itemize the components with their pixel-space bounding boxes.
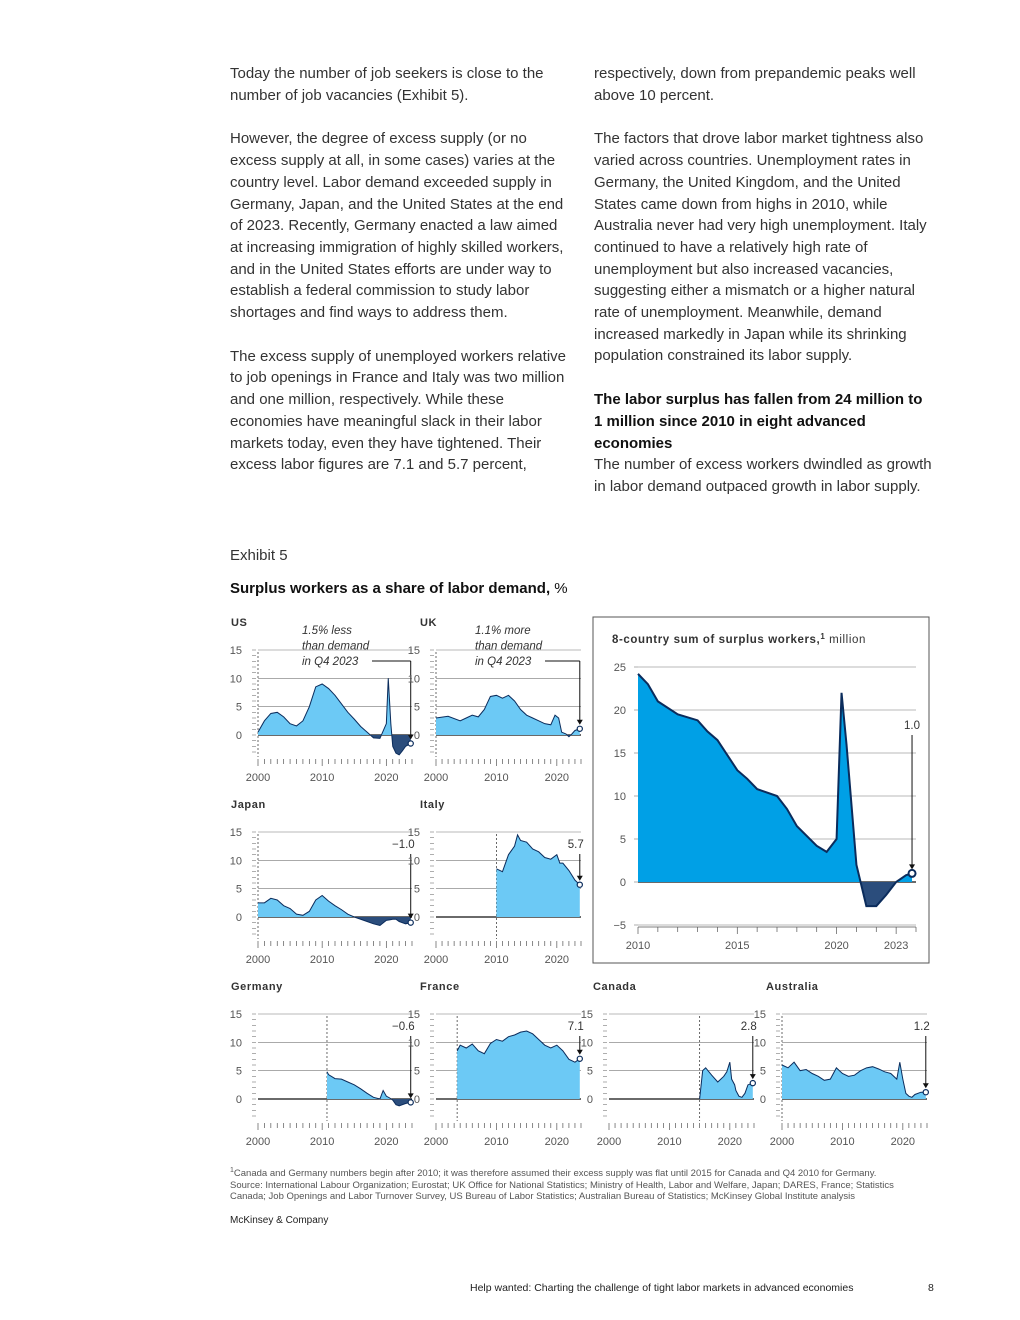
source-note: Source: International Labour Organization; Eurostat; UK Office for National Statistics; Ministry of Health, Labor and Welfare, Japan; DARES, France; Statistics Canada; Job Openings and Labor Turnover Survey, US Bureau of Labor Statistics; Australian Bureau of Statistics; McKinsey Global Institute analysis (230, 1179, 894, 1203)
x-tick-label: 2020 (544, 954, 570, 966)
y-tick-label: 15 (613, 748, 626, 760)
callout-arrow (750, 1074, 756, 1079)
y-tick-label: 5 (759, 1065, 766, 1078)
x-tick-label: 2010 (309, 954, 335, 966)
area-negative (638, 882, 912, 906)
body-paragraph: Today the number of job seekers is close to the number of job vacancies (Exhibit 5). (230, 65, 544, 104)
y-tick-label: 0 (413, 912, 420, 924)
section-heading: The labor surplus has fallen from 24 million to 1 million since 2010 in eight advanced economies (594, 391, 923, 452)
y-tick-label: 0 (413, 1094, 420, 1106)
y-tick-label: 15 (753, 1009, 766, 1021)
x-tick-label: 2010 (484, 954, 509, 966)
x-tick-label: 2000 (423, 954, 449, 966)
x-tick-label: 2000 (245, 954, 271, 966)
y-tick-label: 10 (229, 673, 242, 686)
x-tick-label: 2010 (484, 1136, 509, 1148)
panel-title-italy: Italy (420, 799, 446, 811)
panel-title-8-country-sum-of-surplus-workers: 8-country sum of surplus workers,$^1$ million (612, 631, 866, 646)
body-paragraph: The number of excess workers dwindled as growth in labor demand outpaced growth in labor supply. (594, 456, 932, 495)
x-tick-label: 2000 (245, 1136, 271, 1148)
y-tick-label: 10 (407, 1037, 420, 1050)
body-paragraph: The factors that drove labor market tightness also varied across countries. Unemployment rates in Germany, the United Kingdom, and the United States came down from highs in 2010, while Australia never had very high unemployment. Italy continued to have a relatively high rate of unemployment but also increased vacancies, suggesting either a mismatch or a higher natural rate of unemployment. Meanwhile, demand increased markedly in Japan while its shrinking population constrained its labor supply. (594, 130, 927, 365)
callout-arrow (408, 1093, 414, 1098)
end-value-label: 7.1 (567, 1021, 584, 1033)
x-tick-label: 2010 (625, 940, 651, 952)
x-tick-label: 2000 (423, 772, 449, 784)
y-tick-label: 20 (613, 705, 626, 717)
y-tick-label: 10 (580, 1037, 593, 1050)
end-value-label: −0.6 (392, 1021, 415, 1033)
y-tick-label: 10 (407, 855, 420, 868)
body-paragraph: The excess supply of unemployed workers relative to job openings in France and Italy was two million and one million, respectively. While these economies have meaningful slack in their labor markets today, even they have tightened. Their excess labor figures are 7.1 and 5.7 percent, (230, 347, 566, 474)
area-negative (327, 1099, 411, 1106)
y-tick-label: 0 (235, 912, 242, 924)
panel-title-australia: Australia (766, 981, 819, 993)
chart-title-bold: Surplus workers as a share of labor demand, (230, 580, 551, 597)
y-tick-label: 15 (229, 827, 242, 839)
footnote-marker: 1 (230, 1167, 234, 1174)
body-paragraph: respectively, down from prepandemic peaks well above 10 percent. (594, 65, 916, 104)
x-tick-label: 2010 (309, 1136, 335, 1148)
panel-title-canada: Canada (593, 981, 637, 993)
end-value-label: −1.0 (392, 839, 415, 851)
x-tick-label: 2010 (830, 1136, 855, 1148)
y-tick-label: 10 (613, 791, 626, 803)
y-tick-label: −5 (613, 920, 626, 932)
y-tick-label: 15 (229, 1009, 242, 1021)
area-positive (457, 1031, 580, 1099)
x-tick-label: 2010 (657, 1136, 682, 1148)
area-positive (782, 1062, 926, 1099)
area-positive (638, 674, 912, 882)
y-tick-label: 15 (229, 645, 242, 657)
y-tick-label: 5 (413, 883, 420, 896)
footnote (230, 1165, 920, 1203)
page-number: 8 (928, 1282, 934, 1294)
y-tick-label: 5 (235, 883, 242, 896)
callout-arrow (577, 1050, 583, 1055)
y-tick-label: 5 (413, 701, 420, 714)
y-tick-label: 0 (759, 1094, 766, 1106)
y-tick-label: 5 (619, 834, 626, 846)
area-negative (258, 917, 411, 926)
area-positive (258, 895, 411, 917)
x-tick-label: 2010 (309, 772, 335, 784)
y-tick-label: 10 (229, 855, 242, 868)
x-tick-label: 2020 (824, 940, 849, 952)
y-tick-label: 5 (235, 701, 242, 714)
y-tick-label: 0 (619, 877, 626, 889)
end-point-marker (577, 1056, 582, 1061)
x-tick-label: 2020 (374, 1136, 399, 1148)
x-tick-label: 2000 (596, 1136, 622, 1148)
end-point-marker (577, 882, 582, 887)
y-tick-label: 5 (235, 1065, 242, 1078)
y-tick-label: 0 (235, 730, 242, 742)
y-tick-label: 0 (413, 730, 420, 742)
x-tick-label: 2020 (374, 954, 399, 966)
end-point-marker (408, 920, 413, 925)
callout-annotation: in Q4 2023 (475, 656, 532, 668)
callout-arrow (577, 720, 583, 725)
end-point-marker (923, 1090, 928, 1095)
callout-annotation: 1.1% more (475, 625, 531, 637)
callout-arrow (909, 864, 915, 869)
y-tick-label: 10 (229, 1037, 242, 1050)
exhibit-label: Exhibit 5 (230, 547, 288, 564)
panel-title-uk: UK (420, 617, 438, 629)
callout-arrow (577, 876, 583, 881)
body-paragraph: However, the degree of excess supply (or no excess supply at all, in some cases) varies at the country level. Labor demand exceeded supply in Germany, Japan, and the United States at the end of 2023. Recently, Germany enacted a law aimed at increasing immigration of highly skilled workers, and in the United States efforts are under way to establish a federal commission to study labor shortages and find ways to address them. (230, 130, 564, 322)
end-point-marker (408, 1100, 413, 1105)
callout-arrow (923, 1083, 929, 1088)
x-tick-label: 2000 (423, 1136, 449, 1148)
chart-title-unit: % (550, 580, 568, 597)
y-tick-label: 5 (413, 1065, 420, 1078)
y-tick-label: 15 (407, 827, 420, 839)
title-superscript: 1 (820, 631, 826, 641)
callout-annotation: in Q4 2023 (302, 656, 359, 668)
end-value-label: 2.8 (740, 1021, 757, 1033)
callout-annotation: than demand (302, 640, 370, 653)
callout-annotation: than demand (475, 640, 543, 653)
y-tick-label: 25 (613, 662, 626, 674)
x-tick-label: 2020 (717, 1136, 743, 1148)
end-point-marker (408, 741, 413, 746)
x-tick-label: 2000 (769, 1136, 795, 1148)
panel-title-japan: Japan (231, 799, 266, 811)
end-point-marker (909, 870, 916, 877)
x-tick-label: 2020 (374, 772, 399, 784)
x-tick-label: 2015 (725, 940, 750, 952)
end-point-marker (750, 1081, 755, 1086)
y-tick-label: 15 (580, 1009, 593, 1021)
y-tick-label: 0 (235, 1094, 242, 1106)
y-tick-label: 15 (407, 645, 420, 657)
running-title: Help wanted: Charting the challenge of tight labor markets in advanced economies (470, 1282, 854, 1294)
title-unit: million (825, 634, 866, 646)
y-tick-label: 10 (407, 673, 420, 686)
x-tick-label: 2010 (484, 772, 509, 784)
area-negative (258, 735, 411, 755)
x-tick-label: 2020 (544, 1136, 570, 1148)
brand-name: McKinsey & Company (230, 1215, 329, 1226)
panel-title-france: France (420, 981, 460, 993)
panel-title-us: US (231, 617, 248, 629)
x-tick-label: 2023 (883, 940, 909, 952)
y-tick-label: 5 (586, 1065, 593, 1078)
footnote-text: Canada and Germany numbers begin after 2010; it was therefore assumed their excess supply was flat until 2015 for Canada and Q4 2010 for Germany. (233, 1168, 877, 1180)
panel-title-germany: Germany (231, 981, 283, 993)
end-value-label: 1.0 (904, 720, 921, 732)
x-tick-label: 2020 (890, 1136, 916, 1148)
x-tick-label: 2020 (544, 772, 570, 784)
y-tick-label: 10 (753, 1037, 766, 1050)
y-tick-label: 0 (586, 1094, 593, 1106)
callout-annotation: 1.5% less (302, 625, 352, 637)
y-tick-label: 15 (407, 1009, 420, 1021)
end-value-label: 1.2 (913, 1021, 930, 1033)
x-tick-label: 2000 (245, 772, 271, 784)
end-value-label: 5.7 (567, 839, 584, 851)
end-point-marker (577, 726, 582, 731)
area-positive (436, 695, 580, 735)
